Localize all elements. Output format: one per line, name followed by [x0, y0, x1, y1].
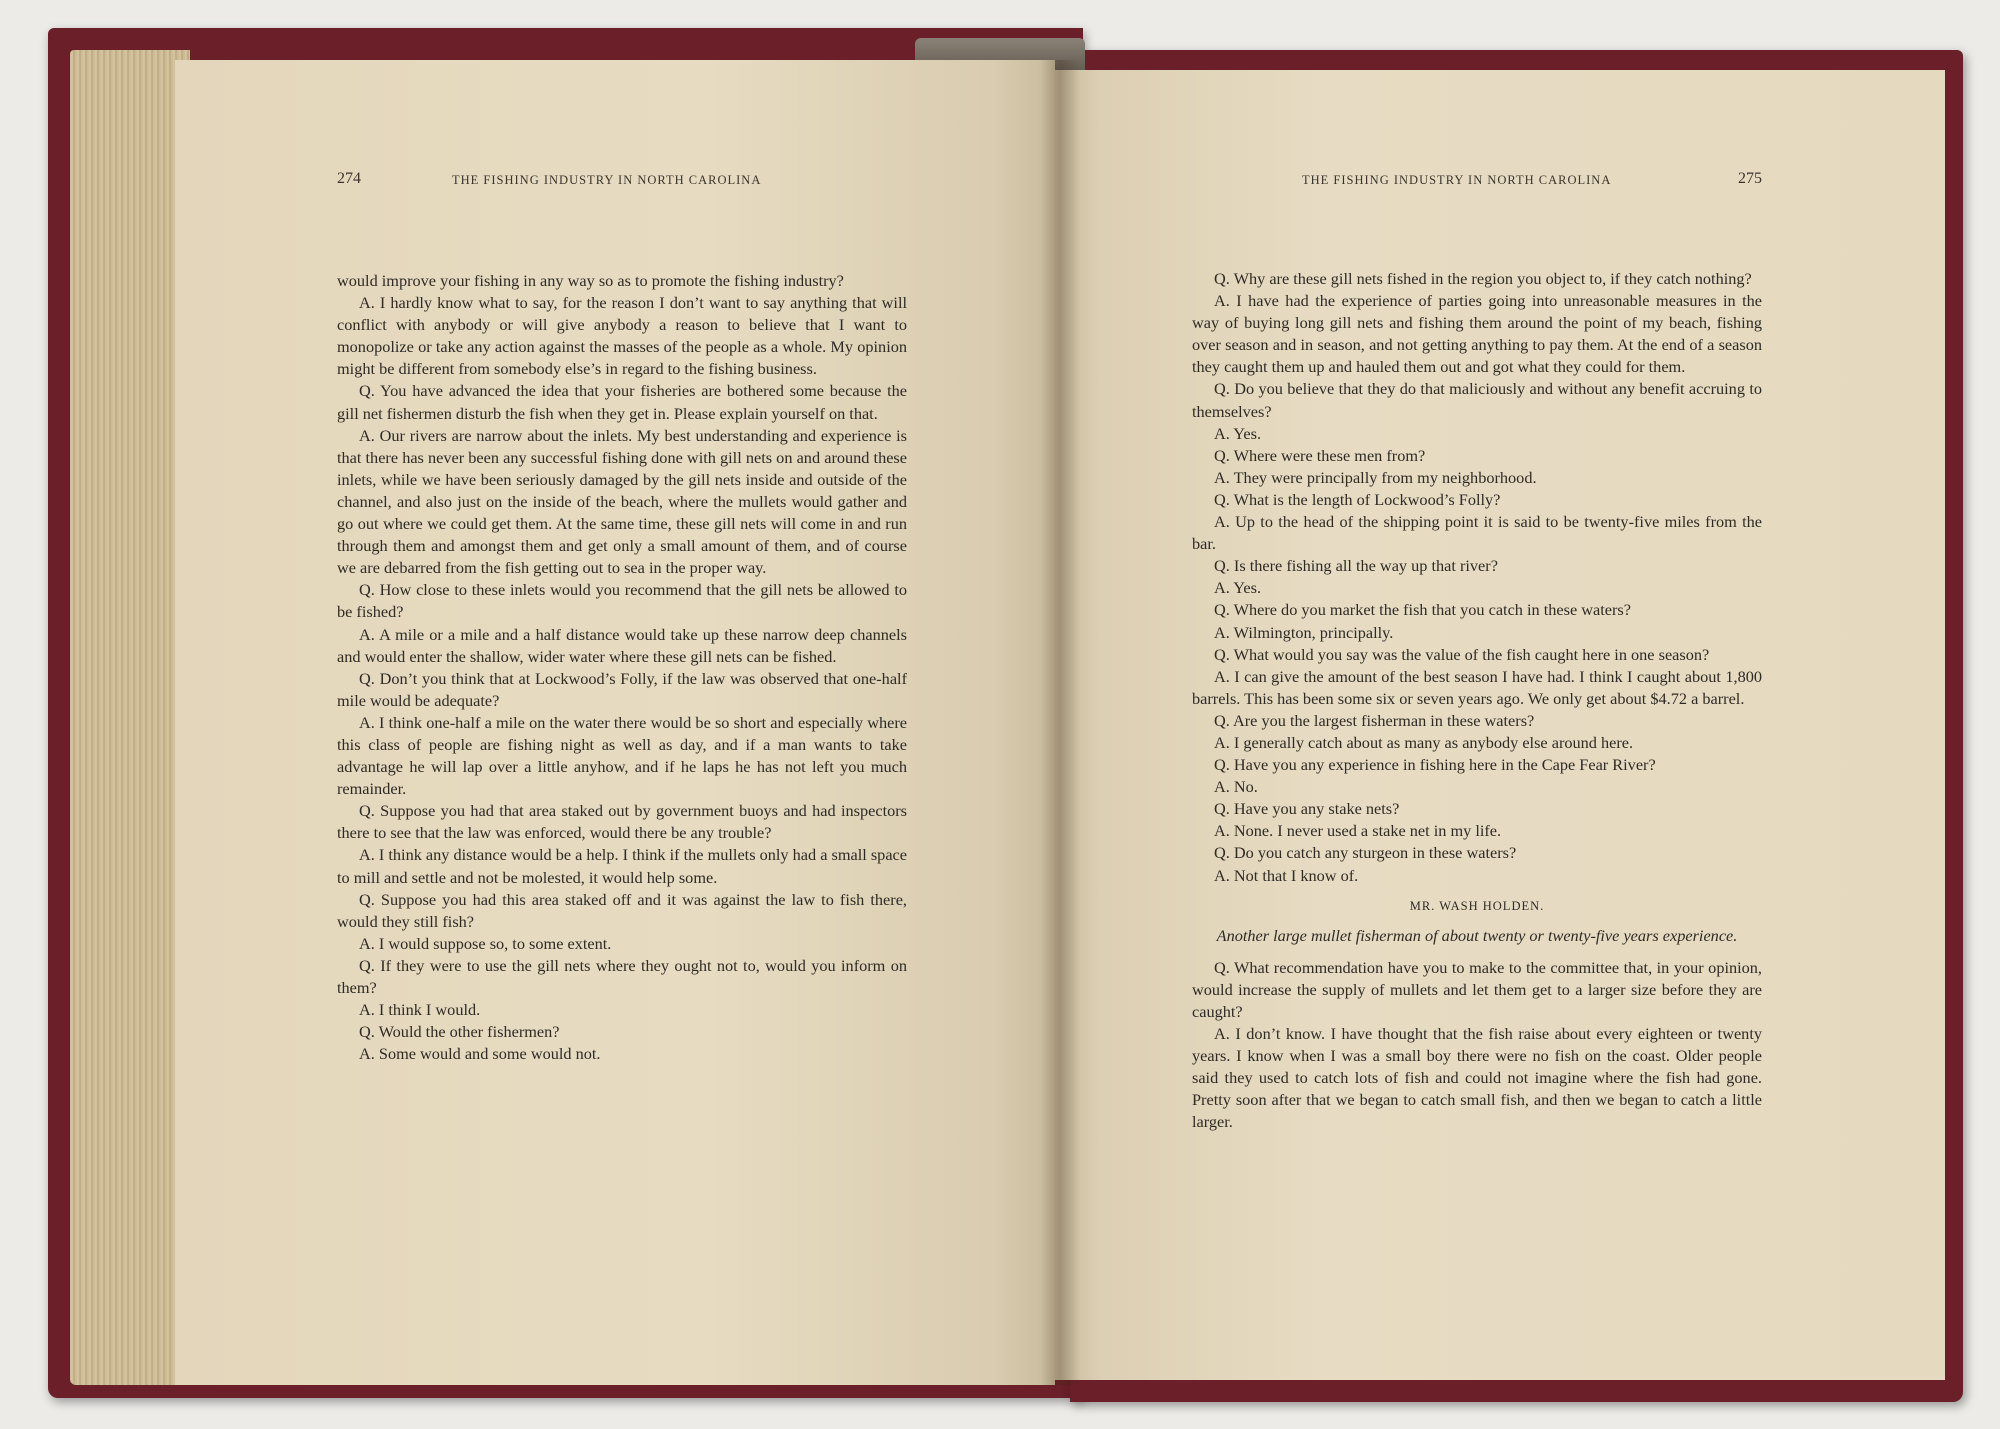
paragraph: A. I think I would. — [359, 1000, 481, 1020]
left-page-header — [337, 170, 907, 193]
paragraph: A. I generally catch about as many as anybody else around here. — [1214, 732, 1634, 752]
paragraph: Q. Have you any stake nets? — [1214, 799, 1400, 819]
paragraph: A. Yes. — [1214, 578, 1262, 598]
paragraph: A. No. — [1214, 777, 1258, 797]
paragraph: Q. Would the other fishermen? — [359, 1022, 560, 1042]
paragraph: Q. Is there fishing all the way up that river? — [1214, 556, 1498, 576]
paragraph: A. I hardly know what to say, for the reason I don’t want to say anything that will conflict with anybody or will give anybody a reason to believe that I want to monopolize or take any action against the masses of the people as a whole. My opinion might be different from somebody else’s in regard to the fishing business. — [337, 293, 907, 379]
paragraph: would improve your fishing in any way so as to promote the fishing industry? — [337, 271, 844, 290]
right-page-header — [1192, 170, 1762, 193]
paragraph: Q. How close to these inlets would you recommend that the gill nets be allowed to be fished? — [337, 580, 907, 622]
paragraph: A. Up to the head of the shipping point it is said to be twenty-five miles from the bar. — [1192, 512, 1762, 554]
paragraph: Q. Do you catch any sturgeon in these waters? — [1214, 843, 1517, 863]
left-page-number: 274 — [337, 170, 361, 187]
paragraph: A. Not that I know of. — [1214, 865, 1359, 885]
paragraph: A. None. I never used a stake net in my life. — [1214, 821, 1502, 841]
speaker-subtitle: Another large mullet fisherman of about twenty or twenty-five years experience. — [1216, 925, 1738, 945]
paragraph: A. I would suppose so, to some extent. — [359, 933, 612, 953]
left-page-text — [337, 270, 907, 1065]
paragraph: A. A mile or a mile and a half distance would take up these narrow deep channels and would enter the shallow, wider water where these gill nets can be fished. — [337, 624, 907, 666]
paragraph: Q. What recommendation have you to make to the committee that, in your opinion, would increase the supply of mullets and let them get to a larger size before they are caught? — [1192, 957, 1762, 1021]
paragraph: Q. Where were these men from? — [1214, 445, 1426, 465]
book-gutter — [1040, 60, 1080, 1385]
paragraph: A. I think any distance would be a help. I think if the mullets only had a small space to mill and settle and not be molested, it would help some. — [337, 845, 908, 887]
paragraph: A. I can give the amount of the best season I have had. I think I caught about 1,800 barrels. This has been some six or seven years ago. We only get about $4.72 a barrel. — [1192, 666, 1762, 708]
paragraph: Q. You have advanced the idea that your fisheries are bothered some because the gill net fishermen disturb the fish when they get in. Please explain yourself on that. — [337, 381, 907, 423]
paragraph: Q. If they were to use the gill nets where they ought not to, would you inform on them? — [337, 955, 907, 997]
paragraph: Q. Why are these gill nets fished in the region you object to, if they catch nothing? — [1214, 269, 1752, 288]
paragraph: Q. Have you any experience in fishing here in the Cape Fear River? — [1214, 755, 1656, 775]
paragraph: Q. Suppose you had this area staked off and it was against the law to fish there, would they still fish? — [337, 889, 907, 931]
paragraph: A. Our rivers are narrow about the inlets. My best understanding and experience is that there has never been any successful fishing done with gill nets on and around these inlets, while we have been seriously damaged by the gill nets inside and outside of the channel, and also just on the inside of the beach, where the mullets would gather and go out where we could get them. At the same time, these gill nets will come in and run through them and amongst them and get only a small amount of them, and of course we are debarred from the fish getting out to sea in the proper way. — [337, 425, 907, 578]
paragraph: Q. Where do you market the fish that you catch in these waters? — [1214, 600, 1631, 620]
speaker-heading: MR. WASH HOLDEN. — [1409, 898, 1545, 913]
paragraph: A. They were principally from my neighborhood. — [1214, 467, 1537, 487]
paragraph: Q. Do you believe that they do that maliciously and without any benefit accruing to themselves? — [1192, 379, 1762, 421]
paragraph: A. Wilmington, principally. — [1214, 622, 1394, 642]
paragraph: A. Yes. — [1214, 423, 1262, 443]
paragraph: A. I think one-half a mile on the water there would be so short and especially where this class of people are fishing night as well as day, and if a man wants to take advantage he will lap over a little anyhow, and if he laps he has not left you much remainder. — [337, 712, 907, 799]
right-page-text — [1192, 268, 1762, 1133]
paragraph: Q. Are you the largest fisherman in these waters? — [1214, 710, 1535, 730]
paragraph: Q. What would you say was the value of the fish caught here in one season? — [1214, 644, 1710, 664]
paragraph: A. Some would and some would not. — [359, 1044, 601, 1064]
paragraph: Q. Suppose you had that area staked out by government buoys and had inspectors there to see that the law was enforced, would there be any trouble? — [337, 801, 907, 843]
page-edges — [70, 50, 190, 1385]
paragraph: A. I don’t know. I have thought that the fish raise about every eighteen or twenty years. I know when I was a small boy there were no fish on the coast. Older people said they used to catch lots of fish and could not imagine where the fish had gone. Pretty soon after that we began to catch small fish, and then we began to catch a little larger. — [1192, 1024, 1762, 1132]
right-page-number: 275 — [1738, 170, 1762, 187]
paragraph: Q. Don’t you think that at Lockwood’s Folly, if the law was observed that one-half mile would be adequate? — [337, 668, 907, 710]
paragraph: A. I have had the experience of parties going into unreasonable measures in the way of buying long gill nets and fishing them around the point of my beach, fishing over season and in season, and not getting anything to pay them. At the end of a season they caught them up and hauled them out and got what they could for them. — [1192, 291, 1762, 377]
left-running-head: THE FISHING INDUSTRY IN NORTH CAROLINA — [452, 173, 762, 187]
paragraph: Q. What is the length of Lockwood’s Folly? — [1214, 489, 1501, 509]
right-running-head: THE FISHING INDUSTRY IN NORTH CAROLINA — [1302, 173, 1612, 187]
